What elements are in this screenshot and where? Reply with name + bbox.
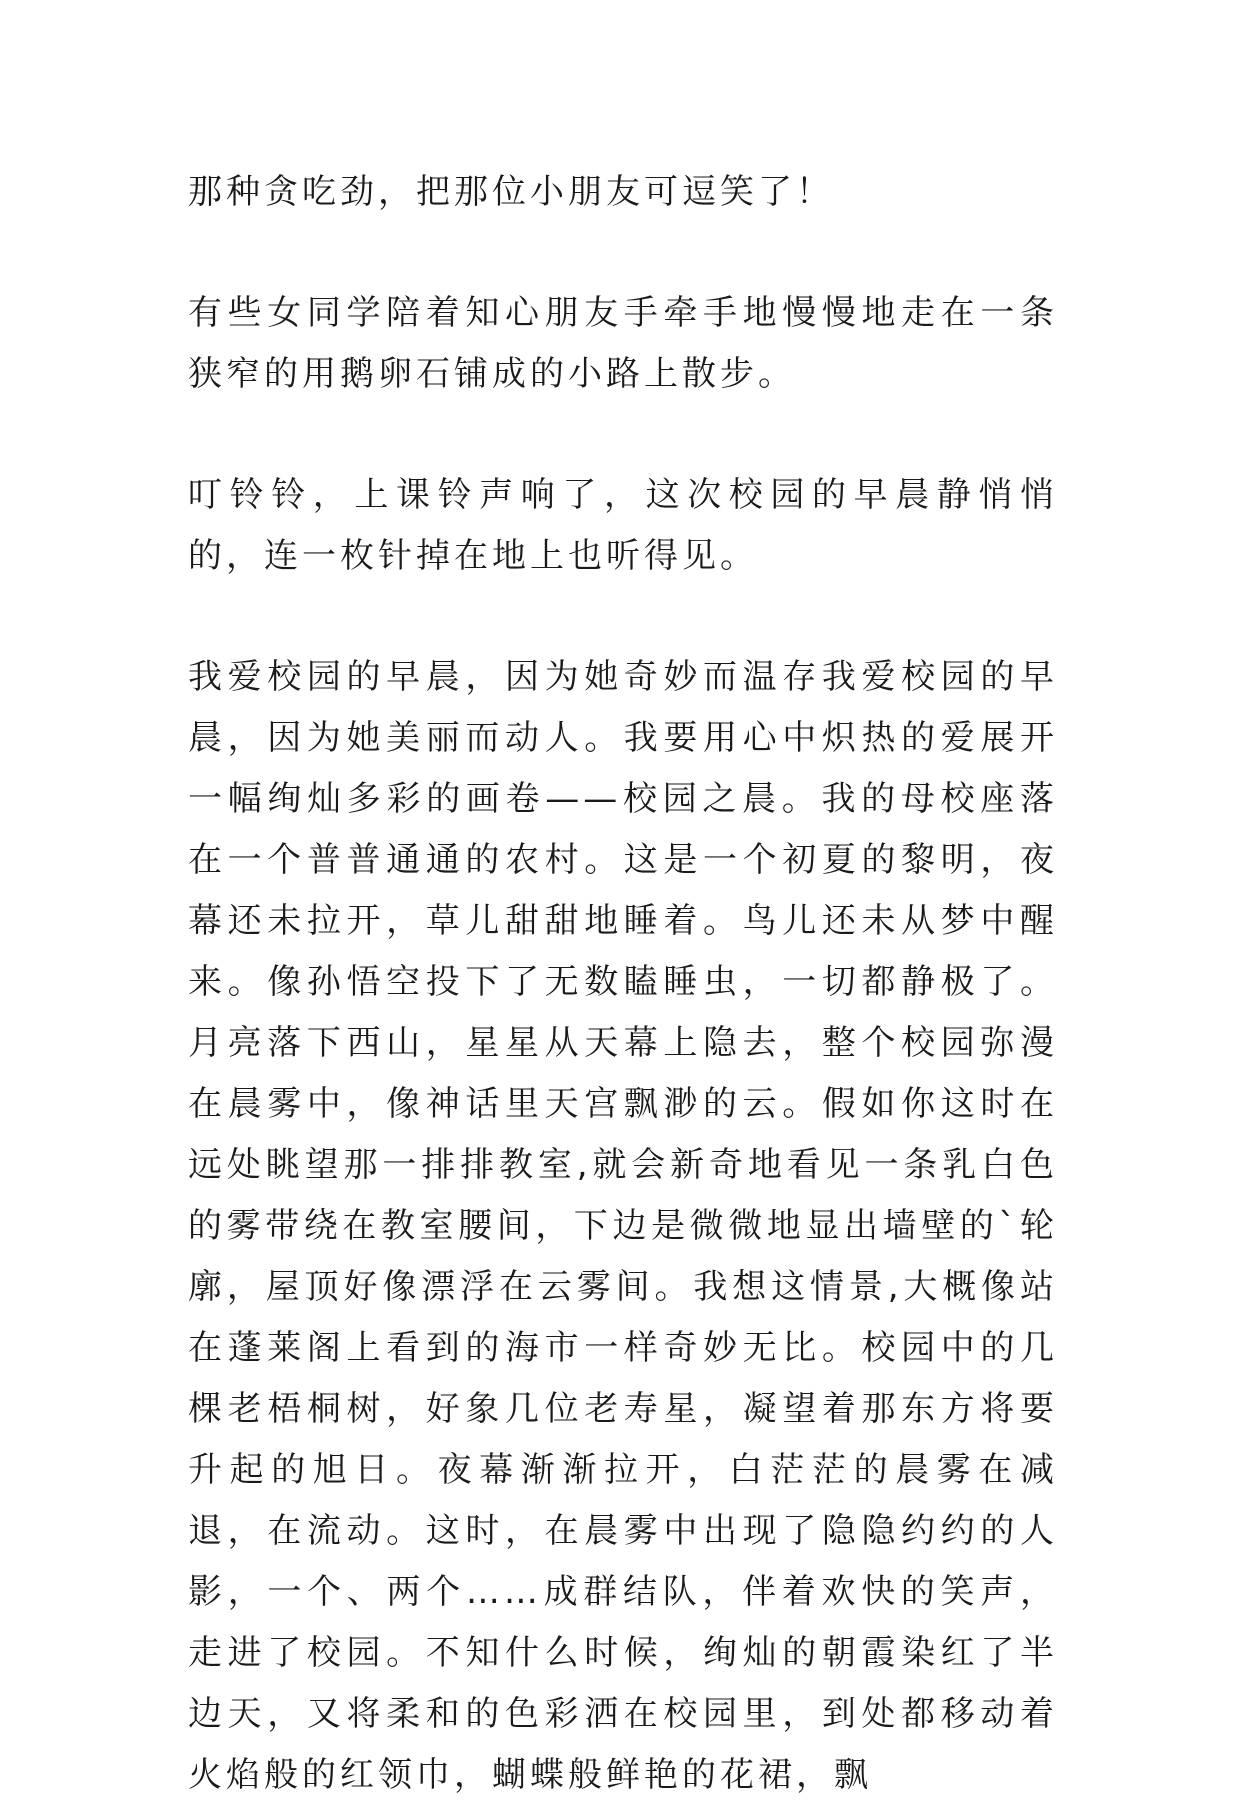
paragraph-1: 那种贪吃劲，把那位小朋友可逗笑了！ <box>188 172 834 212</box>
paragraph-2: 有些女同学陪着知心朋友手牵手地慢慢地走在一条狭窄的用鹅卵石铺成的小路上散步。 <box>188 293 1058 394</box>
document-body <box>188 162 1058 1806</box>
paragraph-3: 叮铃铃，上课铃声响了，这次校园的早晨静悄悄的，连一枚针掉在地上也听得见。 <box>188 475 1058 576</box>
paragraph-4: 我爱校园的早晨，因为她奇妙而温存我爱校园的早晨，因为她美丽而动人。我要用心中炽热的爱展开一幅绚灿多彩的画卷——校园之晨。我的母校座落在一个普普通通的农村。这是一个初夏的黎明，夜幕还未拉开，草儿甜甜地睡着。鸟儿还未从梦中醒来。像孙悟空投下了无数瞌睡虫，一切都静极了。月亮落下西山，星星从天幕上隐去，整个校园弥漫在晨雾中，像神话里天宫飘渺的云。假如你这时在远处眺望那一排排教室,就会新奇地看见一条乳白色的雾带绕在教室腰间，下边是微微地显出墙壁的`轮廓，屋顶好像漂浮在云雾间。我想这情景,大概像站在蓬莱阁上看到的海市一样奇妙无比。校园中的几棵老梧桐树，好象几位老寿星，凝望着那东方将要升起的旭日。夜幕渐渐拉开，白茫茫的晨雾在减退，在流动。这时，在晨雾中出现了隐隐约约的人影，一个、两个……成群结队，伴着欢快的笑声，走进了校园。不知什么时候，绚灿的朝霞染红了半边天，又将柔和的色彩洒在校园里，到处都移动着火焰般的红领巾，蝴蝶般鲜艳的花裙，飘 <box>188 657 1058 1795</box>
